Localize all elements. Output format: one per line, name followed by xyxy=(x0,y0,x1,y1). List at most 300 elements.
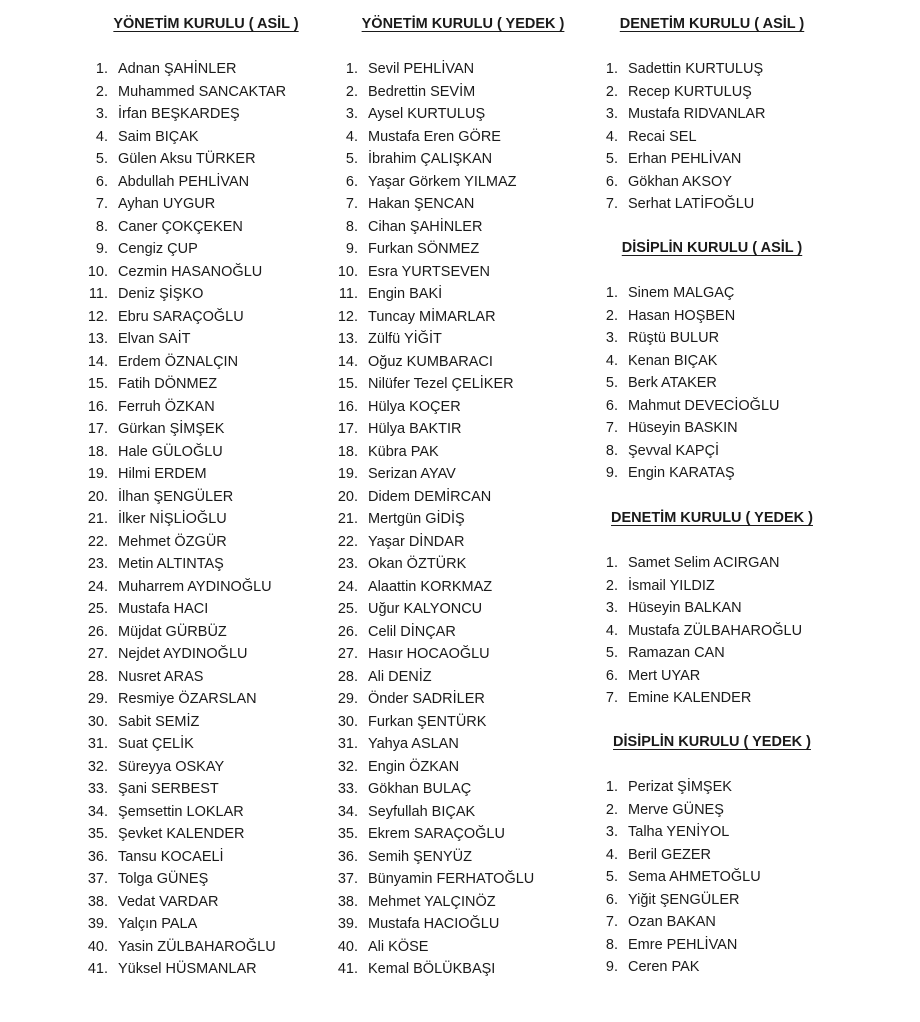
member-name: Cengiz ÇUP xyxy=(118,241,198,257)
item-number: 5. xyxy=(605,869,618,885)
member-name: Mustafa ZÜLBAHAROĞLU xyxy=(628,622,803,639)
list-item xyxy=(86,306,286,329)
list-item xyxy=(86,148,286,171)
item-number: 19. xyxy=(337,466,358,482)
member-name: Yiğit ŞENGÜLER xyxy=(628,891,740,908)
member-name: Ali DENİZ xyxy=(368,668,432,685)
item-number: 22. xyxy=(337,533,358,550)
member-name: Hülya KOÇER xyxy=(368,398,461,415)
member-name: Alaattin KORKMAZ xyxy=(368,578,493,595)
list-item xyxy=(336,418,534,441)
list-item xyxy=(86,778,286,801)
item-number: 35. xyxy=(337,826,358,842)
member-name: Mehmet YALÇINÖZ xyxy=(368,893,496,910)
item-number: 23. xyxy=(337,556,358,572)
item-number: 6. xyxy=(95,173,108,190)
item-number: 30. xyxy=(337,713,358,730)
list-item xyxy=(596,776,761,799)
item-number: 7. xyxy=(345,196,358,212)
member-name: Cezmin HASANOĞLU xyxy=(118,263,263,280)
member-name: Ali KÖSE xyxy=(368,938,429,955)
list-item xyxy=(596,395,780,418)
list-item xyxy=(596,126,766,149)
list-item xyxy=(596,103,766,126)
member-name: Esra YURTSEVEN xyxy=(368,263,490,280)
item-number: 3. xyxy=(605,330,618,346)
item-number: 20. xyxy=(87,488,108,505)
item-number: 32. xyxy=(337,758,358,775)
item-number: 16. xyxy=(87,398,108,415)
item-number: 5. xyxy=(95,151,108,167)
list-item xyxy=(596,305,780,328)
list-item xyxy=(336,396,534,419)
member-name: Mehmet ÖZGÜR xyxy=(118,533,227,550)
item-number: 31. xyxy=(337,736,358,752)
member-name: Hüseyin BALKAN xyxy=(628,600,742,616)
list-item xyxy=(86,193,286,216)
list-item xyxy=(86,373,286,396)
member-name: Deniz ŞİŞKO xyxy=(118,286,204,302)
member-name: Nusret ARAS xyxy=(118,668,204,685)
list-item xyxy=(596,956,761,979)
list-item xyxy=(86,733,286,756)
item-number: 8. xyxy=(605,936,618,953)
item-number: 7. xyxy=(605,914,618,930)
list-item xyxy=(336,823,534,846)
member-name: Gökhan AKSOY xyxy=(628,173,732,190)
item-number: 4. xyxy=(605,352,618,369)
list-item xyxy=(596,889,761,912)
list-item xyxy=(336,508,534,531)
item-number: 27. xyxy=(337,646,358,662)
list-item xyxy=(336,328,534,351)
member-name: Furkan ŞENTÜRK xyxy=(368,713,487,730)
list-item xyxy=(336,643,534,666)
item-number: 24. xyxy=(87,578,108,595)
member-name: Şevket KALENDER xyxy=(118,826,245,842)
item-number: 4. xyxy=(95,128,108,145)
member-name: Yaşar Görkem YILMAZ xyxy=(368,173,517,190)
list-disiplin-asil xyxy=(596,282,780,485)
member-name: Gürkan ŞİMŞEK xyxy=(118,421,225,437)
list-item xyxy=(336,756,534,779)
member-name: Serizan AYAV xyxy=(368,466,456,482)
list-item xyxy=(596,575,802,598)
list-item xyxy=(596,866,761,889)
item-number: 11. xyxy=(88,286,108,302)
member-name: İlhan ŞENGÜLER xyxy=(118,488,234,505)
member-name: Yalçın PALA xyxy=(118,916,198,932)
list-item xyxy=(86,621,286,644)
member-name: Süreyya OSKAY xyxy=(118,758,225,775)
list-item xyxy=(86,396,286,419)
list-denetim-yedek xyxy=(596,552,802,710)
item-number: 17. xyxy=(337,421,358,437)
member-name: Samet Selim ACIRGAN xyxy=(628,555,780,571)
member-name: Hasır HOCAOĞLU xyxy=(368,646,490,662)
member-name: Yasin ZÜLBAHAROĞLU xyxy=(118,938,276,955)
item-number: 14. xyxy=(87,353,108,370)
member-name: Hakan ŞENCAN xyxy=(368,196,475,212)
list-item xyxy=(336,441,534,464)
list-item xyxy=(336,373,534,396)
item-number: 6. xyxy=(605,173,618,190)
heading-denetim-asil: DENETİM KURULU ( ASİL ) xyxy=(619,16,805,32)
member-name: Muharrem AYDINOĞLU xyxy=(118,578,272,595)
item-number: 9. xyxy=(605,465,618,481)
list-item xyxy=(596,148,766,171)
list-item xyxy=(86,81,286,104)
item-number: 18. xyxy=(337,443,358,460)
item-number: 29. xyxy=(87,691,108,707)
member-name: Elvan SAİT xyxy=(118,331,191,347)
list-item xyxy=(86,756,286,779)
member-name: Uğur KALYONCU xyxy=(368,601,483,617)
item-number: 37. xyxy=(337,871,358,887)
list-item xyxy=(86,711,286,734)
list-item xyxy=(596,934,761,957)
list-item xyxy=(336,58,534,81)
list-item xyxy=(336,891,534,914)
list-item xyxy=(336,171,534,194)
member-name: Ramazan CAN xyxy=(628,645,725,661)
list-item xyxy=(596,844,761,867)
item-number: 11. xyxy=(338,286,358,302)
list-item xyxy=(596,327,780,350)
item-number: 7. xyxy=(605,690,618,706)
list-item xyxy=(86,171,286,194)
item-number: 28. xyxy=(87,668,108,685)
member-name: İrfan BEŞKARDEŞ xyxy=(118,106,240,122)
list-item xyxy=(336,126,534,149)
member-name: Kübra PAK xyxy=(368,443,439,460)
list-item xyxy=(86,576,286,599)
item-number: 25. xyxy=(337,601,358,617)
item-number: 10. xyxy=(337,263,358,280)
list-item xyxy=(336,193,534,216)
item-number: 35. xyxy=(87,826,108,842)
list-item xyxy=(86,351,286,374)
list-item xyxy=(596,462,780,485)
item-number: 29. xyxy=(337,691,358,707)
member-name: Semih ŞENYÜZ xyxy=(368,848,472,865)
member-name: Emine KALENDER xyxy=(628,690,752,706)
item-number: 18. xyxy=(87,443,108,460)
list-item xyxy=(336,913,534,936)
member-name: Furkan SÖNMEZ xyxy=(368,241,480,257)
list-item xyxy=(596,282,780,305)
member-name: Müjdat GÜRBÜZ xyxy=(118,623,227,640)
member-name: Kenan BIÇAK xyxy=(628,352,718,369)
list-item xyxy=(336,598,534,621)
item-number: 41. xyxy=(87,961,108,977)
member-name: Yahya ASLAN xyxy=(368,736,459,752)
list-item xyxy=(336,306,534,329)
item-number: 6. xyxy=(605,891,618,908)
item-number: 32. xyxy=(87,758,108,775)
member-name: Engin BAKİ xyxy=(368,286,443,302)
list-item xyxy=(336,261,534,284)
item-number: 20. xyxy=(337,488,358,505)
list-item xyxy=(86,441,286,464)
member-name: Hale GÜLOĞLU xyxy=(118,443,223,460)
list-item xyxy=(336,103,534,126)
member-name: Engin KARATAŞ xyxy=(628,465,735,481)
item-number: 2. xyxy=(605,801,618,818)
list-item xyxy=(336,778,534,801)
item-number: 8. xyxy=(95,218,108,235)
item-number: 34. xyxy=(337,803,358,820)
item-number: 9. xyxy=(345,241,358,257)
item-number: 19. xyxy=(87,466,108,482)
list-item xyxy=(86,463,286,486)
list-item xyxy=(86,846,286,869)
list-item xyxy=(596,58,766,81)
item-number: 31. xyxy=(87,736,108,752)
member-name: Resmiye ÖZARSLAN xyxy=(118,691,257,707)
member-name: Engin ÖZKAN xyxy=(368,758,460,775)
list-item xyxy=(86,688,286,711)
item-number: 36. xyxy=(337,848,358,865)
member-name: Abdullah PEHLİVAN xyxy=(118,173,250,190)
list-item xyxy=(336,81,534,104)
member-name: Emre PEHLİVAN xyxy=(628,936,738,953)
member-name: Mustafa HACIOĞLU xyxy=(368,916,500,932)
member-name: Önder SADRİLER xyxy=(368,691,485,707)
member-name: Perizat ŞİMŞEK xyxy=(628,779,732,795)
list-item xyxy=(596,687,802,710)
item-number: 6. xyxy=(605,397,618,414)
list-item xyxy=(336,936,534,959)
list-denetim-asil xyxy=(596,58,766,216)
item-number: 15. xyxy=(337,376,358,392)
list-yonetim-yedek xyxy=(336,58,534,981)
list-item xyxy=(336,486,534,509)
list-item xyxy=(86,126,286,149)
list-item xyxy=(336,148,534,171)
item-number: 1. xyxy=(605,555,618,571)
list-item xyxy=(86,531,286,554)
list-item xyxy=(336,553,534,576)
member-name: Caner ÇOKÇEKEN xyxy=(118,218,243,235)
member-name: Muhammed SANCAKTAR xyxy=(118,83,287,100)
list-item xyxy=(596,193,766,216)
item-number: 7. xyxy=(605,420,618,436)
list-item xyxy=(86,553,286,576)
member-name: Merve GÜNEŞ xyxy=(628,801,724,818)
member-name: Sevil PEHLİVAN xyxy=(368,61,475,77)
item-number: 24. xyxy=(337,578,358,595)
list-disiplin-yedek xyxy=(596,776,761,979)
member-name: Vedat VARDAR xyxy=(118,893,219,910)
list-item xyxy=(596,171,766,194)
item-number: 2. xyxy=(345,83,358,100)
list-item xyxy=(596,81,766,104)
item-number: 15. xyxy=(87,376,108,392)
list-item xyxy=(336,531,534,554)
item-number: 27. xyxy=(87,646,108,662)
list-item xyxy=(336,688,534,711)
item-number: 6. xyxy=(605,667,618,684)
list-item xyxy=(336,868,534,891)
member-name: Mert UYAR xyxy=(628,667,701,684)
list-item xyxy=(86,508,286,531)
item-number: 3. xyxy=(345,106,358,122)
member-name: Sabit SEMİZ xyxy=(118,713,200,730)
item-number: 36. xyxy=(87,848,108,865)
member-name: Aysel KURTULUŞ xyxy=(368,106,486,122)
list-item xyxy=(86,936,286,959)
item-number: 13. xyxy=(87,331,108,347)
item-number: 9. xyxy=(605,959,618,975)
member-name: Hüseyin BASKIN xyxy=(628,420,738,436)
heading-yonetim-yedek: YÖNETİM KURULU ( YEDEK ) xyxy=(361,16,565,32)
member-name: Gökhan BULAÇ xyxy=(368,781,472,797)
list-item xyxy=(336,216,534,239)
member-name: Beril GEZER xyxy=(628,846,711,863)
item-number: 2. xyxy=(95,83,108,100)
list-item xyxy=(86,913,286,936)
member-name: Ferruh ÖZKAN xyxy=(118,398,215,415)
item-number: 41. xyxy=(337,961,358,977)
item-number: 1. xyxy=(345,61,358,77)
item-number: 2. xyxy=(605,577,618,594)
member-name: Tansu KOCAELİ xyxy=(118,848,224,865)
item-number: 21. xyxy=(337,511,358,527)
item-number: 7. xyxy=(95,196,108,212)
member-name: Nilüfer Tezel ÇELİKER xyxy=(368,376,514,392)
member-name: Sema AHMETOĞLU xyxy=(628,869,761,885)
item-number: 37. xyxy=(87,871,108,887)
list-item xyxy=(86,216,286,239)
member-name: Okan ÖZTÜRK xyxy=(368,556,467,572)
list-item xyxy=(86,666,286,689)
member-name: Didem DEMİRCAN xyxy=(368,488,492,505)
list-item xyxy=(596,350,780,373)
member-name: Metin ALTINTAŞ xyxy=(118,556,224,572)
list-item xyxy=(86,958,286,981)
item-number: 2. xyxy=(605,83,618,100)
list-item xyxy=(86,891,286,914)
member-name: Tuncay MİMARLAR xyxy=(368,308,496,325)
list-item xyxy=(86,643,286,666)
list-item xyxy=(596,799,761,822)
list-item xyxy=(336,733,534,756)
member-name: Talha YENİYOL xyxy=(628,824,730,840)
member-name: Şevval KAPÇİ xyxy=(628,442,720,459)
member-name: İsmail YILDIZ xyxy=(628,577,715,594)
item-number: 39. xyxy=(337,916,358,932)
item-number: 4. xyxy=(605,846,618,863)
list-item xyxy=(336,958,534,981)
member-name: Mustafa Eren GÖRE xyxy=(368,128,501,145)
item-number: 3. xyxy=(95,106,108,122)
list-yonetim-asil xyxy=(86,58,286,981)
member-name: Adnan ŞAHİNLER xyxy=(118,61,237,77)
member-name: Mustafa RIDVANLAR xyxy=(628,106,766,122)
member-name: Şemsettin LOKLAR xyxy=(118,803,244,820)
list-item xyxy=(86,103,286,126)
item-number: 22. xyxy=(87,533,108,550)
list-item xyxy=(336,283,534,306)
item-number: 5. xyxy=(605,375,618,391)
member-name: Bedrettin SEVİM xyxy=(368,83,476,100)
member-name: Recep KURTULUŞ xyxy=(628,83,752,100)
list-item xyxy=(596,552,802,575)
member-name: Gülen Aksu TÜRKER xyxy=(118,151,256,167)
member-name: Ekrem SARAÇOĞLU xyxy=(368,826,505,842)
list-item xyxy=(336,576,534,599)
item-number: 16. xyxy=(337,398,358,415)
member-name: Nejdet AYDINOĞLU xyxy=(118,646,248,662)
item-number: 34. xyxy=(87,803,108,820)
list-item xyxy=(336,801,534,824)
member-name: Mahmut DEVECİOĞLU xyxy=(628,397,780,414)
item-number: 1. xyxy=(605,285,618,301)
item-number: 6. xyxy=(345,173,358,190)
member-name: Yaşar DİNDAR xyxy=(368,533,465,550)
item-number: 40. xyxy=(87,938,108,955)
item-number: 10. xyxy=(87,263,108,280)
item-number: 40. xyxy=(337,938,358,955)
member-name: Ayhan UYGUR xyxy=(118,196,216,212)
list-item xyxy=(336,351,534,374)
list-item xyxy=(596,417,780,440)
list-item xyxy=(596,372,780,395)
item-number: 28. xyxy=(337,668,358,685)
list-item xyxy=(86,283,286,306)
member-name: Oğuz KUMBARACI xyxy=(368,353,493,370)
member-name: Yüksel HÜSMANLAR xyxy=(118,961,257,977)
list-item xyxy=(86,868,286,891)
list-item xyxy=(86,261,286,284)
list-item xyxy=(86,801,286,824)
item-number: 8. xyxy=(605,442,618,459)
member-name: Zülfü YİĞİT xyxy=(368,331,442,347)
list-item xyxy=(596,642,802,665)
list-item xyxy=(596,440,780,463)
item-number: 8. xyxy=(345,218,358,235)
item-number: 13. xyxy=(337,331,358,347)
member-name: Şani SERBEST xyxy=(118,781,219,797)
item-number: 5. xyxy=(345,151,358,167)
member-name: Kemal BÖLÜKBAŞI xyxy=(368,961,496,977)
item-number: 3. xyxy=(605,106,618,122)
item-number: 9. xyxy=(95,241,108,257)
member-name: İbrahim ÇALIŞKAN xyxy=(368,151,493,167)
list-item xyxy=(336,711,534,734)
item-number: 4. xyxy=(345,128,358,145)
list-item xyxy=(86,598,286,621)
item-number: 3. xyxy=(605,824,618,840)
member-name: İlker NİŞLİOĞLU xyxy=(118,511,227,527)
member-name: Ceren PAK xyxy=(628,959,700,975)
item-number: 33. xyxy=(87,781,108,797)
member-name: Ozan BAKAN xyxy=(628,914,716,930)
item-number: 39. xyxy=(87,916,108,932)
item-number: 1. xyxy=(605,779,618,795)
member-name: Saim BIÇAK xyxy=(118,128,199,145)
list-item xyxy=(596,597,802,620)
list-item xyxy=(596,620,802,643)
member-name: Sadettin KURTULUŞ xyxy=(628,61,764,77)
member-name: Sinem MALGAÇ xyxy=(628,285,735,301)
list-item xyxy=(86,328,286,351)
item-number: 38. xyxy=(87,893,108,910)
heading-disiplin-yedek: DİSİPLİN KURULU ( YEDEK ) xyxy=(613,734,811,750)
item-number: 14. xyxy=(337,353,358,370)
member-name: Erhan PEHLİVAN xyxy=(628,151,742,167)
